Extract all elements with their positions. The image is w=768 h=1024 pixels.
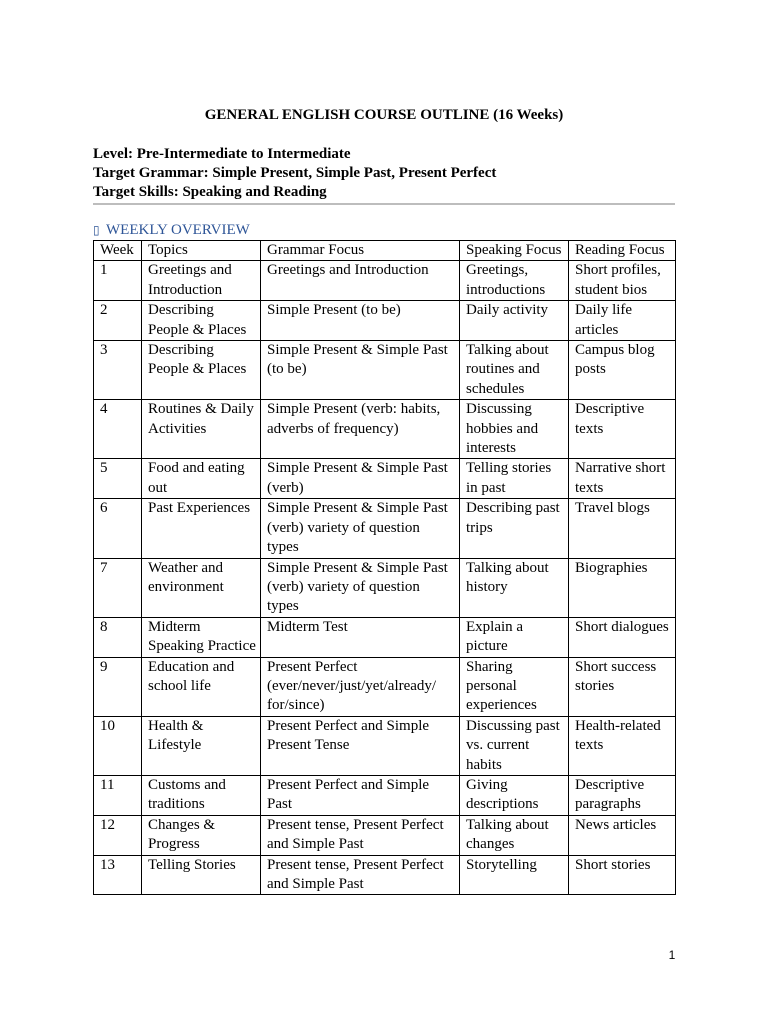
course-info — [93, 145, 496, 202]
grammar-focus-cell: Simple Present & Simple Past (to be) — [261, 341, 460, 400]
page-number: 1 — [668, 948, 676, 962]
table-row — [94, 341, 676, 400]
header-grammar-focus: Grammar Focus — [261, 241, 460, 261]
grammar-focus-cell: Present Perfect (ever/never/just/yet/already/ for/since) — [261, 657, 460, 716]
table-row — [94, 855, 676, 895]
speaking-focus-cell: Discussing hobbies and interests — [460, 400, 569, 459]
reading-focus-cell: Narrative short texts — [569, 459, 676, 499]
grammar-focus-cell: Present Perfect and Simple Present Tense — [261, 716, 460, 775]
level-line: Level: Pre-Intermediate to Intermediate — [93, 146, 351, 162]
table-row — [94, 815, 676, 855]
week-cell: 5 — [94, 459, 142, 499]
week-cell: 13 — [94, 855, 142, 895]
header-reading-focus: Reading Focus — [569, 241, 676, 261]
table-row — [94, 400, 676, 459]
speaking-focus-cell: Storytelling — [460, 855, 569, 895]
table-row — [94, 775, 676, 815]
grammar-focus-cell: Greetings and Introduction — [261, 261, 460, 301]
grammar-focus-cell: Simple Present & Simple Past (verb) variety of question types — [261, 499, 460, 558]
speaking-focus-cell: Telling stories in past — [460, 459, 569, 499]
topic-cell: Customs and traditions — [142, 775, 261, 815]
speaking-focus-cell: Explain a picture — [460, 617, 569, 657]
reading-focus-cell: Campus blog posts — [569, 341, 676, 400]
week-cell: 10 — [94, 716, 142, 775]
table-row — [94, 261, 676, 301]
week-cell: 1 — [94, 261, 142, 301]
reading-focus-cell: Descriptive texts — [569, 400, 676, 459]
topic-cell: Education and school life — [142, 657, 261, 716]
week-cell: 7 — [94, 558, 142, 617]
weekly-overview-table — [93, 240, 676, 895]
topic-cell: Telling Stories — [142, 855, 261, 895]
table-row — [94, 617, 676, 657]
reading-focus-cell: Short profiles, student bios — [569, 261, 676, 301]
header-speaking-focus: Speaking Focus — [460, 241, 569, 261]
header-week: Week — [94, 241, 142, 261]
topic-cell: Health & Lifestyle — [142, 716, 261, 775]
topic-cell: Midterm Speaking Practice — [142, 617, 261, 657]
speaking-focus-cell: Sharing personal experiences — [460, 657, 569, 716]
reading-focus-cell: Short stories — [569, 855, 676, 895]
topic-cell: Changes & Progress — [142, 815, 261, 855]
reading-focus-cell: Biographies — [569, 558, 676, 617]
table-header-row — [94, 241, 676, 261]
reading-focus-cell: Daily life articles — [569, 301, 676, 341]
target-grammar-line: Target Grammar: Simple Present, Simple Past, Present Perfect — [93, 165, 497, 181]
week-cell: 9 — [94, 657, 142, 716]
speaking-focus-cell: Giving descriptions — [460, 775, 569, 815]
table-row — [94, 716, 676, 775]
week-cell: 3 — [94, 341, 142, 400]
topic-cell: Food and eating out — [142, 459, 261, 499]
week-cell: 11 — [94, 775, 142, 815]
topic-cell: Describing People & Places — [142, 341, 261, 400]
week-cell: 12 — [94, 815, 142, 855]
grammar-focus-cell: Simple Present (verb: habits, adverbs of frequency) — [261, 400, 460, 459]
document-title: GENERAL ENGLISH COURSE OUTLINE (16 Weeks) — [204, 107, 564, 123]
header-topics: Topics — [142, 241, 261, 261]
grammar-focus-cell: Midterm Test — [261, 617, 460, 657]
speaking-focus-cell: Talking about routines and schedules — [460, 341, 569, 400]
grammar-focus-cell: Present Perfect and Simple Past — [261, 775, 460, 815]
reading-focus-cell: Short dialogues — [569, 617, 676, 657]
speaking-focus-cell: Greetings, introductions — [460, 261, 569, 301]
speaking-focus-cell: Talking about changes — [460, 815, 569, 855]
grammar-focus-cell: Simple Present & Simple Past (verb) variety of question types — [261, 558, 460, 617]
table-row — [94, 657, 676, 716]
reading-focus-cell: Health-related texts — [569, 716, 676, 775]
table-row — [94, 459, 676, 499]
speaking-focus-cell: Talking about history — [460, 558, 569, 617]
topic-cell: Past Experiences — [142, 499, 261, 558]
topic-cell: Greetings and Introduction — [142, 261, 261, 301]
missing-glyph-box-icon: ▯ — [93, 223, 100, 237]
section-heading — [93, 220, 250, 240]
week-cell: 8 — [94, 617, 142, 657]
grammar-focus-cell: Present tense, Present Perfect and Simple Past — [261, 855, 460, 895]
week-cell: 6 — [94, 499, 142, 558]
reading-focus-cell: Short success stories — [569, 657, 676, 716]
table-row — [94, 499, 676, 558]
section-heading-label: WEEKLY OVERVIEW — [106, 222, 250, 238]
reading-focus-cell: News articles — [569, 815, 676, 855]
reading-focus-cell: Travel blogs — [569, 499, 676, 558]
horizontal-divider — [93, 203, 675, 205]
grammar-focus-cell: Present tense, Present Perfect and Simple Past — [261, 815, 460, 855]
table-row — [94, 301, 676, 341]
grammar-focus-cell: Simple Present (to be) — [261, 301, 460, 341]
reading-focus-cell: Descriptive paragraphs — [569, 775, 676, 815]
topic-cell: Describing People & Places — [142, 301, 261, 341]
topic-cell: Routines & Daily Activities — [142, 400, 261, 459]
topic-cell: Weather and environment — [142, 558, 261, 617]
grammar-focus-cell: Simple Present & Simple Past (verb) — [261, 459, 460, 499]
table-row — [94, 558, 676, 617]
target-skills-line: Target Skills: Speaking and Reading — [93, 184, 327, 200]
week-cell: 4 — [94, 400, 142, 459]
speaking-focus-cell: Describing past trips — [460, 499, 569, 558]
week-cell: 2 — [94, 301, 142, 341]
speaking-focus-cell: Daily activity — [460, 301, 569, 341]
speaking-focus-cell: Discussing past vs. current habits — [460, 716, 569, 775]
